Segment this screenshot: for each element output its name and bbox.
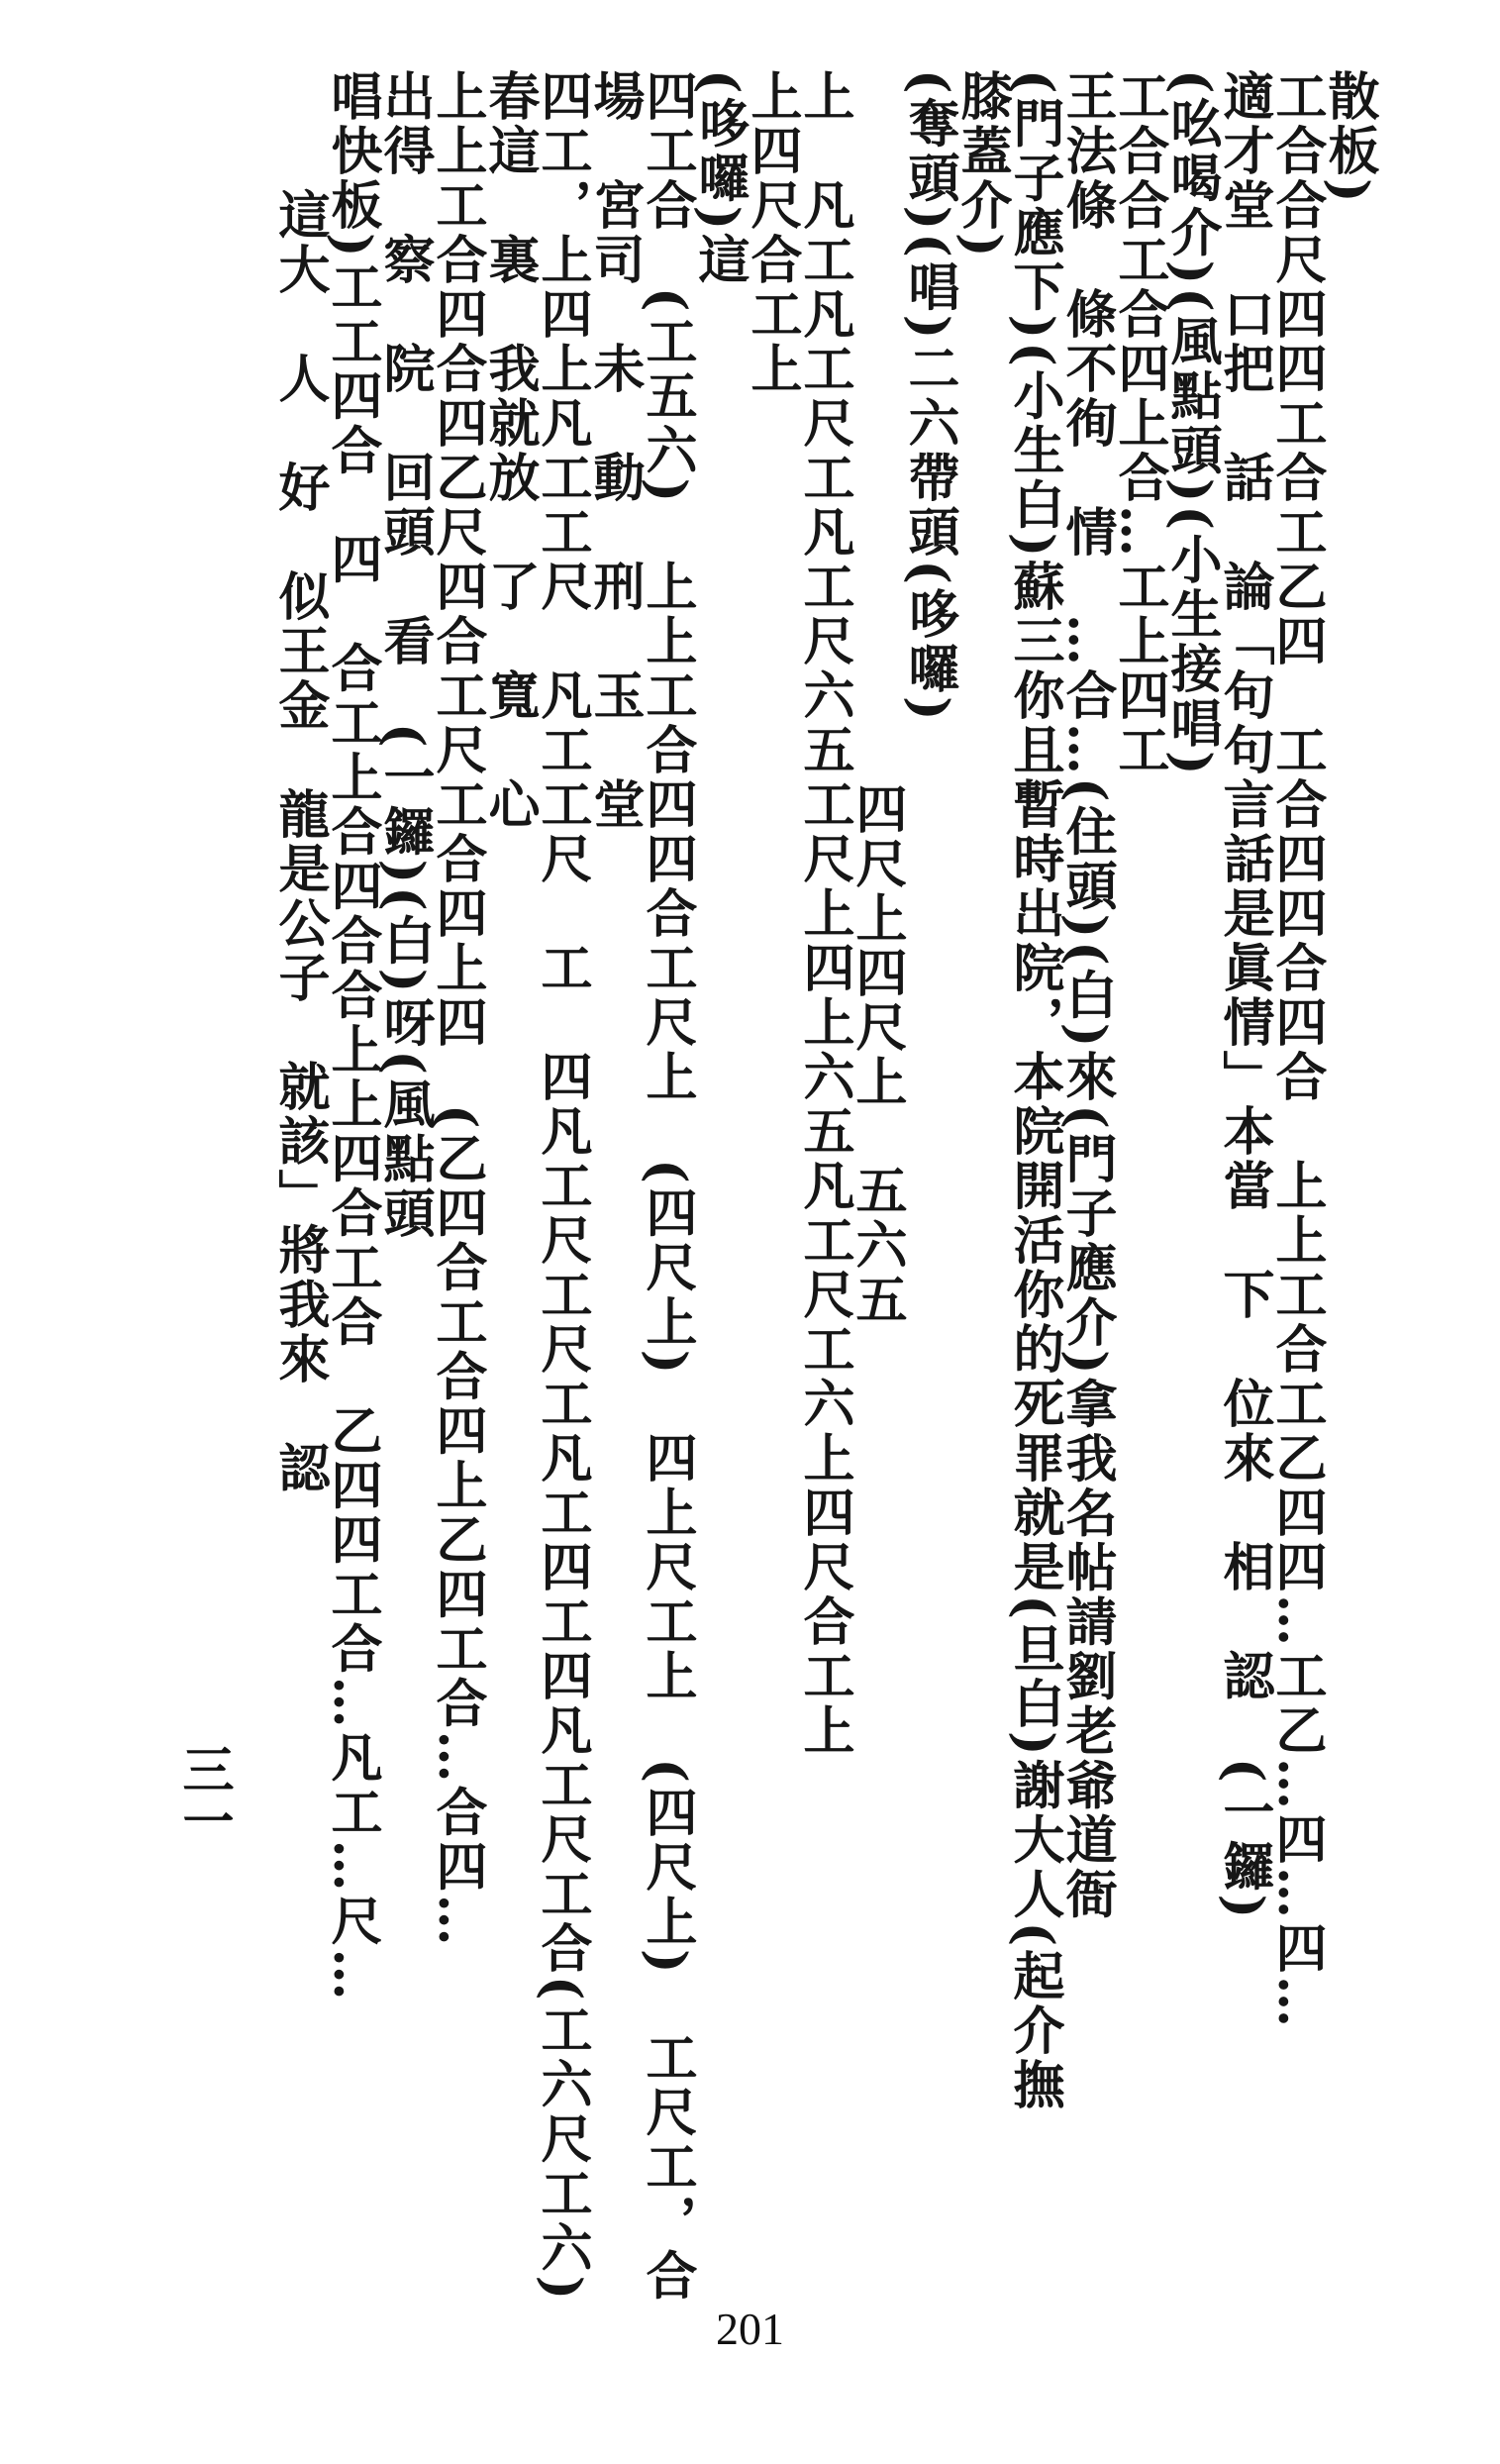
- text-column: 散板): [1319, 69, 1379, 206]
- text-column: 工合合尺四四工合工乙四 工合四四合四合 上上工合工乙四四…工乙…四…四…: [1266, 69, 1327, 2030]
- text-column: (門子應下)(小生白)蘇三你且暫時出院，本院開活你的死罪就是(旦白)謝大人(起介撫: [1004, 69, 1064, 2113]
- text-column: 膝蓋介): [951, 69, 1012, 260]
- text-column: 唱快板)工工四合 四 合工上合四合合上上四合工合 乙四四工合…凡工…尺…: [322, 69, 382, 2003]
- page-side-mark: 三一: [173, 1743, 234, 1846]
- vertical-text-body: [149, 69, 1379, 2304]
- text-column: 四工，上四上凡工工尺 凡工工尺 工 四凡工尺工尺工凡工四工四凡工尺工合(工六尺工六): [532, 69, 592, 2304]
- text-column: 這大 人 好 似王金 龍是公子 就該」將我來 認: [269, 188, 330, 1495]
- text-column: 適才堂 口把 話 論「句句言話是眞情」本當 下 位來 相 認 (一鑼): [1214, 69, 1274, 1922]
- text-column: 上上工合四合四乙尺四合工尺工合四上四 (乙四合工合四上乙四工合…合四…: [427, 69, 487, 1949]
- text-column: 四工合 (工五六) 上上工合四四合工尺上 (四尺上) 四上尺工上 (四尺上) 工尺工，合: [637, 69, 697, 2304]
- text-column: 出得 察 院 回頭 看 (一鑼)(白)呀(風點頭: [374, 69, 435, 1242]
- text-column: 工合合工合四上合…工上四工: [1109, 69, 1169, 777]
- text-column: 王法條 條不徇 情 …合…(住頭)(白)來(門子應介)拿我名帖請劉老爺道衙: [1056, 69, 1117, 1922]
- text-column: 上四尺合工上: [742, 69, 802, 396]
- text-column: 上 凡工凡工尺工凡工尺六五工尺上四上六五凡工尺工六上四尺合工上: [794, 69, 854, 1758]
- page-number: 201: [716, 2304, 784, 2354]
- text-column: (吆喝介)(風點頭)(小生接唱): [1161, 69, 1222, 778]
- text-column: 四尺上四尺上 五六五: [847, 782, 907, 1327]
- text-column: 場 宮司 未 動 刑 玉 堂: [584, 69, 645, 832]
- text-column: 春這 裏 我就放 了 寬 心: [479, 69, 540, 832]
- text-column: (奪頭)(唱)二六帶頭(哆囉): [899, 69, 959, 724]
- text-column: (哆囉)這: [689, 69, 750, 288]
